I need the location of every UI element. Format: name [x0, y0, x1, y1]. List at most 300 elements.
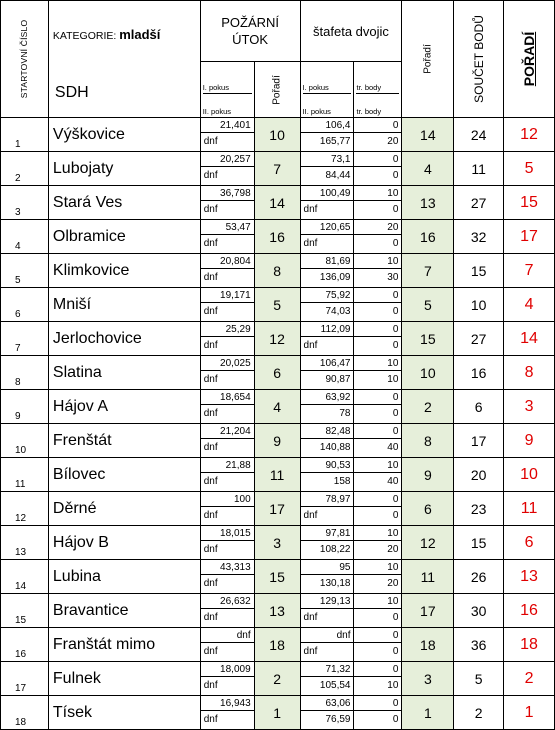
attack-try2: dnf [203, 578, 218, 589]
final-rank: 15 [504, 186, 555, 220]
points-sum: 20 [454, 458, 504, 492]
team-name: Olbramice [48, 220, 200, 254]
attack-times [200, 628, 254, 662]
relay-penalty1: 10 [354, 254, 401, 269]
attack-try2: dnf [203, 612, 218, 623]
attack-try2: dnf [203, 476, 218, 487]
attack-times [200, 118, 254, 152]
attack-try2: dnf [203, 646, 218, 657]
team-name: Bravantice [48, 594, 200, 628]
attack-try1: 20,804 [201, 254, 254, 269]
relay-penalty2: 0 [392, 238, 399, 249]
relay-penalty2: 20 [387, 578, 399, 589]
attack-try1: 20,257 [201, 152, 254, 167]
table-row [1, 628, 555, 662]
start-number: 5 [1, 254, 49, 288]
relay-try2: dnf [303, 612, 318, 623]
final-rank: 6 [504, 526, 555, 560]
final-rank: 9 [504, 424, 555, 458]
relay-times [300, 458, 354, 492]
attack-tries-header: I. pokus II. pokus [200, 62, 254, 118]
attack-try1: 21,204 [201, 424, 254, 439]
sum-header: SOUČET BODŮ [454, 1, 504, 118]
points-sum: 16 [454, 356, 504, 390]
attack-times [200, 220, 254, 254]
points-sum: 26 [454, 560, 504, 594]
attack-try2: dnf [203, 442, 218, 453]
table-row [1, 390, 555, 424]
table-row [1, 424, 555, 458]
start-number: 9 [1, 390, 49, 424]
relay-try1: 95 [301, 560, 354, 575]
final-rank: 2 [504, 662, 555, 696]
attack-try2: dnf [203, 374, 218, 385]
relay-times [300, 594, 354, 628]
attack-try2: dnf [203, 714, 218, 725]
points-sum: 30 [454, 594, 504, 628]
final-rank: 5 [504, 152, 555, 186]
relay-penalty [354, 492, 402, 526]
team-name: Slatina [48, 356, 200, 390]
relay-rank: 5 [402, 288, 454, 322]
final-rank: 13 [504, 560, 555, 594]
attack-rank: 13 [254, 594, 300, 628]
relay-penalty1: 0 [354, 424, 401, 439]
start-number: 4 [1, 220, 49, 254]
attack-rank: 9 [254, 424, 300, 458]
attack-try2: dnf [203, 170, 218, 181]
relay-times [300, 696, 354, 730]
attack-try1: 36,798 [201, 186, 254, 201]
table-row [1, 118, 555, 152]
relay-try2: dnf [303, 238, 318, 249]
attack-try2: dnf [203, 272, 218, 283]
relay-try1: dnf [301, 628, 354, 643]
attack-try1: 19,171 [201, 288, 254, 303]
attack-rank: 18 [254, 628, 300, 662]
table-row [1, 594, 555, 628]
relay-times [300, 492, 354, 526]
attack-rank-header: Pořadí [254, 62, 300, 118]
attack-times [200, 594, 254, 628]
table-row [1, 186, 555, 220]
relay-points-header: tr. body tr. body [354, 62, 402, 118]
relay-try1: 97,81 [301, 526, 354, 541]
relay-rank: 8 [402, 424, 454, 458]
points-sum: 32 [454, 220, 504, 254]
attack-times [200, 458, 254, 492]
points-sum: 24 [454, 118, 504, 152]
attack-rank: 16 [254, 220, 300, 254]
relay-penalty [354, 390, 402, 424]
relay-penalty [354, 118, 402, 152]
attack-try1: 43,313 [201, 560, 254, 575]
team-name: Jerlochovice [48, 322, 200, 356]
relay-penalty2: 0 [392, 510, 399, 521]
team-name: Tísek [48, 696, 200, 730]
relay-try2: 140,88 [319, 442, 351, 453]
relay-try2: dnf [303, 510, 318, 521]
relay-rank: 13 [402, 186, 454, 220]
relay-try1: 120,65 [301, 220, 354, 235]
attack-try1: 25,29 [201, 322, 254, 337]
relay-penalty2: 0 [392, 646, 399, 657]
relay-penalty1: 0 [354, 322, 401, 337]
relay-rank: 11 [402, 560, 454, 594]
start-number: 18 [1, 696, 49, 730]
start-number: 16 [1, 628, 49, 662]
relay-penalty2: 0 [392, 204, 399, 215]
final-rank: 18 [504, 628, 555, 662]
start-number: 1 [1, 118, 49, 152]
relay-rank: 10 [402, 356, 454, 390]
attack-try1: dnf [201, 628, 254, 643]
attack-rank: 15 [254, 560, 300, 594]
final-rank: 1 [504, 696, 555, 730]
relay-penalty2: 0 [392, 170, 399, 181]
start-number: 10 [1, 424, 49, 458]
order-header: POŘADÍ [504, 1, 555, 118]
team-name: Děrné [48, 492, 200, 526]
relay-penalty2: 40 [387, 442, 399, 453]
attack-try1: 18,654 [201, 390, 254, 405]
relay-penalty1: 10 [354, 594, 401, 609]
team-name: Mniší [48, 288, 200, 322]
relay-try1: 81,69 [301, 254, 354, 269]
relay-try1: 75,92 [301, 288, 354, 303]
relay-try2: 136,09 [319, 272, 351, 283]
relay-penalty [354, 662, 402, 696]
relay-try1: 63,92 [301, 390, 354, 405]
start-number: 17 [1, 662, 49, 696]
relay-penalty2: 0 [392, 340, 399, 351]
start-number: 15 [1, 594, 49, 628]
relay-try2: 165,77 [319, 136, 351, 147]
final-rank: 10 [504, 458, 555, 492]
attack-try2: dnf [203, 204, 218, 215]
relay-times [300, 288, 354, 322]
relay-rank: 3 [402, 662, 454, 696]
relay-try1: 82,48 [301, 424, 354, 439]
relay-times [300, 526, 354, 560]
final-rank: 11 [504, 492, 555, 526]
relay-try2: 130,18 [319, 578, 351, 589]
attack-try1: 21,88 [201, 458, 254, 473]
relay-times [300, 424, 354, 458]
points-sum: 2 [454, 696, 504, 730]
relay-penalty1: 0 [354, 628, 401, 643]
relay-try2: 108,22 [319, 544, 351, 555]
attack-times [200, 662, 254, 696]
relay-penalty [354, 254, 402, 288]
team-name: Stará Ves [48, 186, 200, 220]
attack-rank: 8 [254, 254, 300, 288]
relay-penalty1: 0 [354, 492, 401, 507]
start-number: 14 [1, 560, 49, 594]
points-sum: 27 [454, 186, 504, 220]
relay-times [300, 662, 354, 696]
relay-penalty2: 0 [392, 408, 399, 419]
table-row [1, 322, 555, 356]
attack-try1: 18,009 [201, 662, 254, 677]
relay-penalty1: 10 [354, 526, 401, 541]
attack-times [200, 696, 254, 730]
attack-try2: dnf [203, 340, 218, 351]
relay-try2: dnf [303, 646, 318, 657]
team-name: Výškovice [48, 118, 200, 152]
table-row [1, 560, 555, 594]
relay-penalty1: 0 [354, 390, 401, 405]
relay-penalty [354, 288, 402, 322]
relay-times [300, 254, 354, 288]
relay-penalty [354, 186, 402, 220]
relay-penalty [354, 322, 402, 356]
table-row [1, 356, 555, 390]
final-rank: 17 [504, 220, 555, 254]
relay-penalty1: 10 [354, 560, 401, 575]
attack-rank: 5 [254, 288, 300, 322]
points-sum: 17 [454, 424, 504, 458]
table-row [1, 254, 555, 288]
relay-times [300, 186, 354, 220]
relay-penalty1: 20 [354, 220, 401, 235]
relay-times [300, 390, 354, 424]
team-name: Lubojaty [48, 152, 200, 186]
relay-penalty [354, 356, 402, 390]
relay-penalty [354, 424, 402, 458]
relay-times [300, 220, 354, 254]
category-label: KATEGORIE: mladší [48, 1, 200, 69]
relay-penalty1: 10 [354, 186, 401, 201]
relay-penalty [354, 560, 402, 594]
relay-header: štafeta dvojic [300, 1, 402, 62]
relay-penalty [354, 526, 402, 560]
team-name: Fulnek [48, 662, 200, 696]
attack-rank: 12 [254, 322, 300, 356]
attack-times [200, 526, 254, 560]
points-sum: 23 [454, 492, 504, 526]
relay-try2: 74,03 [325, 306, 351, 317]
relay-rank: 9 [402, 458, 454, 492]
attack-rank: 17 [254, 492, 300, 526]
attack-times [200, 424, 254, 458]
relay-penalty2: 0 [392, 612, 399, 623]
attack-try2: dnf [203, 680, 218, 691]
attack-times [200, 152, 254, 186]
attack-times [200, 288, 254, 322]
points-sum: 10 [454, 288, 504, 322]
relay-try2: 105,54 [319, 680, 351, 691]
final-rank: 7 [504, 254, 555, 288]
attack-times [200, 186, 254, 220]
attack-try2: dnf [203, 408, 218, 419]
sdh-label: SDH [48, 69, 200, 118]
points-sum: 27 [454, 322, 504, 356]
relay-penalty2: 40 [387, 476, 399, 487]
team-name: Klimkovice [48, 254, 200, 288]
table-row [1, 526, 555, 560]
table-row [1, 152, 555, 186]
relay-try1: 63,06 [301, 696, 354, 711]
points-sum: 36 [454, 628, 504, 662]
attack-rank: 7 [254, 152, 300, 186]
relay-try1: 129,13 [301, 594, 354, 609]
start-number: 7 [1, 322, 49, 356]
relay-rank: 4 [402, 152, 454, 186]
relay-penalty2: 10 [387, 680, 399, 691]
relay-tries-header: I. pokus II. pokus [300, 62, 354, 118]
attack-try1: 18,015 [201, 526, 254, 541]
attack-try1: 26,632 [201, 594, 254, 609]
team-name: Hájov B [48, 526, 200, 560]
relay-penalty2: 30 [387, 272, 399, 283]
final-rank: 3 [504, 390, 555, 424]
attack-try1: 21,401 [201, 118, 254, 133]
attack-rank: 1 [254, 696, 300, 730]
start-number: 3 [1, 186, 49, 220]
relay-rank: 18 [402, 628, 454, 662]
relay-rank: 17 [402, 594, 454, 628]
relay-try2: dnf [303, 204, 318, 215]
relay-times [300, 628, 354, 662]
start-number-header: STARTOVNÍ ČÍSLO [1, 1, 49, 118]
team-name: Hájov A [48, 390, 200, 424]
attack-rank: 14 [254, 186, 300, 220]
start-number: 11 [1, 458, 49, 492]
relay-try1: 71,32 [301, 662, 354, 677]
relay-times [300, 560, 354, 594]
relay-penalty2: 0 [392, 306, 399, 317]
attack-try1: 100 [201, 492, 254, 507]
relay-penalty1: 0 [354, 662, 401, 677]
start-number: 2 [1, 152, 49, 186]
relay-try2: 78 [339, 408, 351, 419]
relay-try1: 73,1 [301, 152, 354, 167]
relay-rank: 2 [402, 390, 454, 424]
relay-penalty2: 20 [387, 544, 399, 555]
relay-penalty [354, 458, 402, 492]
relay-try2: 84,44 [325, 170, 351, 181]
team-name: Bílovec [48, 458, 200, 492]
relay-penalty [354, 594, 402, 628]
start-number: 12 [1, 492, 49, 526]
points-sum: 15 [454, 526, 504, 560]
relay-penalty2: 0 [392, 714, 399, 725]
relay-times [300, 152, 354, 186]
attack-rank: 3 [254, 526, 300, 560]
relay-penalty [354, 696, 402, 730]
final-rank: 16 [504, 594, 555, 628]
attack-times [200, 322, 254, 356]
table-row [1, 288, 555, 322]
relay-rank: 15 [402, 322, 454, 356]
attack-try2: dnf [203, 136, 218, 147]
table-row [1, 220, 555, 254]
final-rank: 4 [504, 288, 555, 322]
final-rank: 8 [504, 356, 555, 390]
attack-try2: dnf [203, 238, 218, 249]
attack-try1: 16,943 [201, 696, 254, 711]
table-row [1, 492, 555, 526]
relay-penalty1: 0 [354, 118, 401, 133]
relay-try2: 76,59 [325, 714, 351, 725]
relay-rank-header: Pořadí [402, 1, 454, 118]
attack-times [200, 492, 254, 526]
start-number: 8 [1, 356, 49, 390]
table-row [1, 458, 555, 492]
attack-rank: 11 [254, 458, 300, 492]
team-name: Lubina [48, 560, 200, 594]
relay-penalty1: 0 [354, 288, 401, 303]
relay-try2: dnf [303, 340, 318, 351]
points-sum: 5 [454, 662, 504, 696]
relay-penalty [354, 152, 402, 186]
table-row [1, 662, 555, 696]
final-rank: 12 [504, 118, 555, 152]
relay-rank: 14 [402, 118, 454, 152]
start-number: 6 [1, 288, 49, 322]
relay-penalty1: 10 [354, 356, 401, 371]
attack-times [200, 390, 254, 424]
relay-rank: 16 [402, 220, 454, 254]
attack-try1: 20,025 [201, 356, 254, 371]
attack-try2: dnf [203, 306, 218, 317]
relay-try2: 90,87 [325, 374, 351, 385]
points-sum: 11 [454, 152, 504, 186]
attack-rank: 4 [254, 390, 300, 424]
relay-rank: 6 [402, 492, 454, 526]
relay-try1: 100,49 [301, 186, 354, 201]
relay-try1: 106,4 [301, 118, 354, 133]
attack-times [200, 356, 254, 390]
relay-penalty2: 10 [387, 374, 399, 385]
relay-try1: 106,47 [301, 356, 354, 371]
attack-times [200, 560, 254, 594]
points-sum: 6 [454, 390, 504, 424]
points-sum: 15 [454, 254, 504, 288]
relay-penalty2: 20 [387, 136, 399, 147]
relay-penalty1: 10 [354, 458, 401, 473]
fire-attack-header: POŽÁRNÍ ÚTOK [200, 1, 300, 62]
relay-try1: 78,97 [301, 492, 354, 507]
relay-times [300, 118, 354, 152]
relay-times [300, 356, 354, 390]
relay-penalty1: 0 [354, 152, 401, 167]
relay-rank: 12 [402, 526, 454, 560]
attack-try2: dnf [203, 544, 218, 555]
relay-rank: 1 [402, 696, 454, 730]
relay-penalty [354, 220, 402, 254]
attack-rank: 10 [254, 118, 300, 152]
start-number: 13 [1, 526, 49, 560]
attack-times [200, 254, 254, 288]
attack-try1: 53,47 [201, 220, 254, 235]
relay-penalty1: 0 [354, 696, 401, 711]
relay-rank: 7 [402, 254, 454, 288]
final-rank: 14 [504, 322, 555, 356]
relay-try2: 158 [333, 476, 351, 487]
relay-try1: 112,09 [301, 322, 354, 337]
relay-times [300, 322, 354, 356]
team-name: Franštát mimo [48, 628, 200, 662]
relay-penalty [354, 628, 402, 662]
table-row [1, 696, 555, 730]
attack-rank: 6 [254, 356, 300, 390]
attack-try2: dnf [203, 510, 218, 521]
team-name: Frenštát [48, 424, 200, 458]
attack-rank: 2 [254, 662, 300, 696]
relay-try1: 90,53 [301, 458, 354, 473]
